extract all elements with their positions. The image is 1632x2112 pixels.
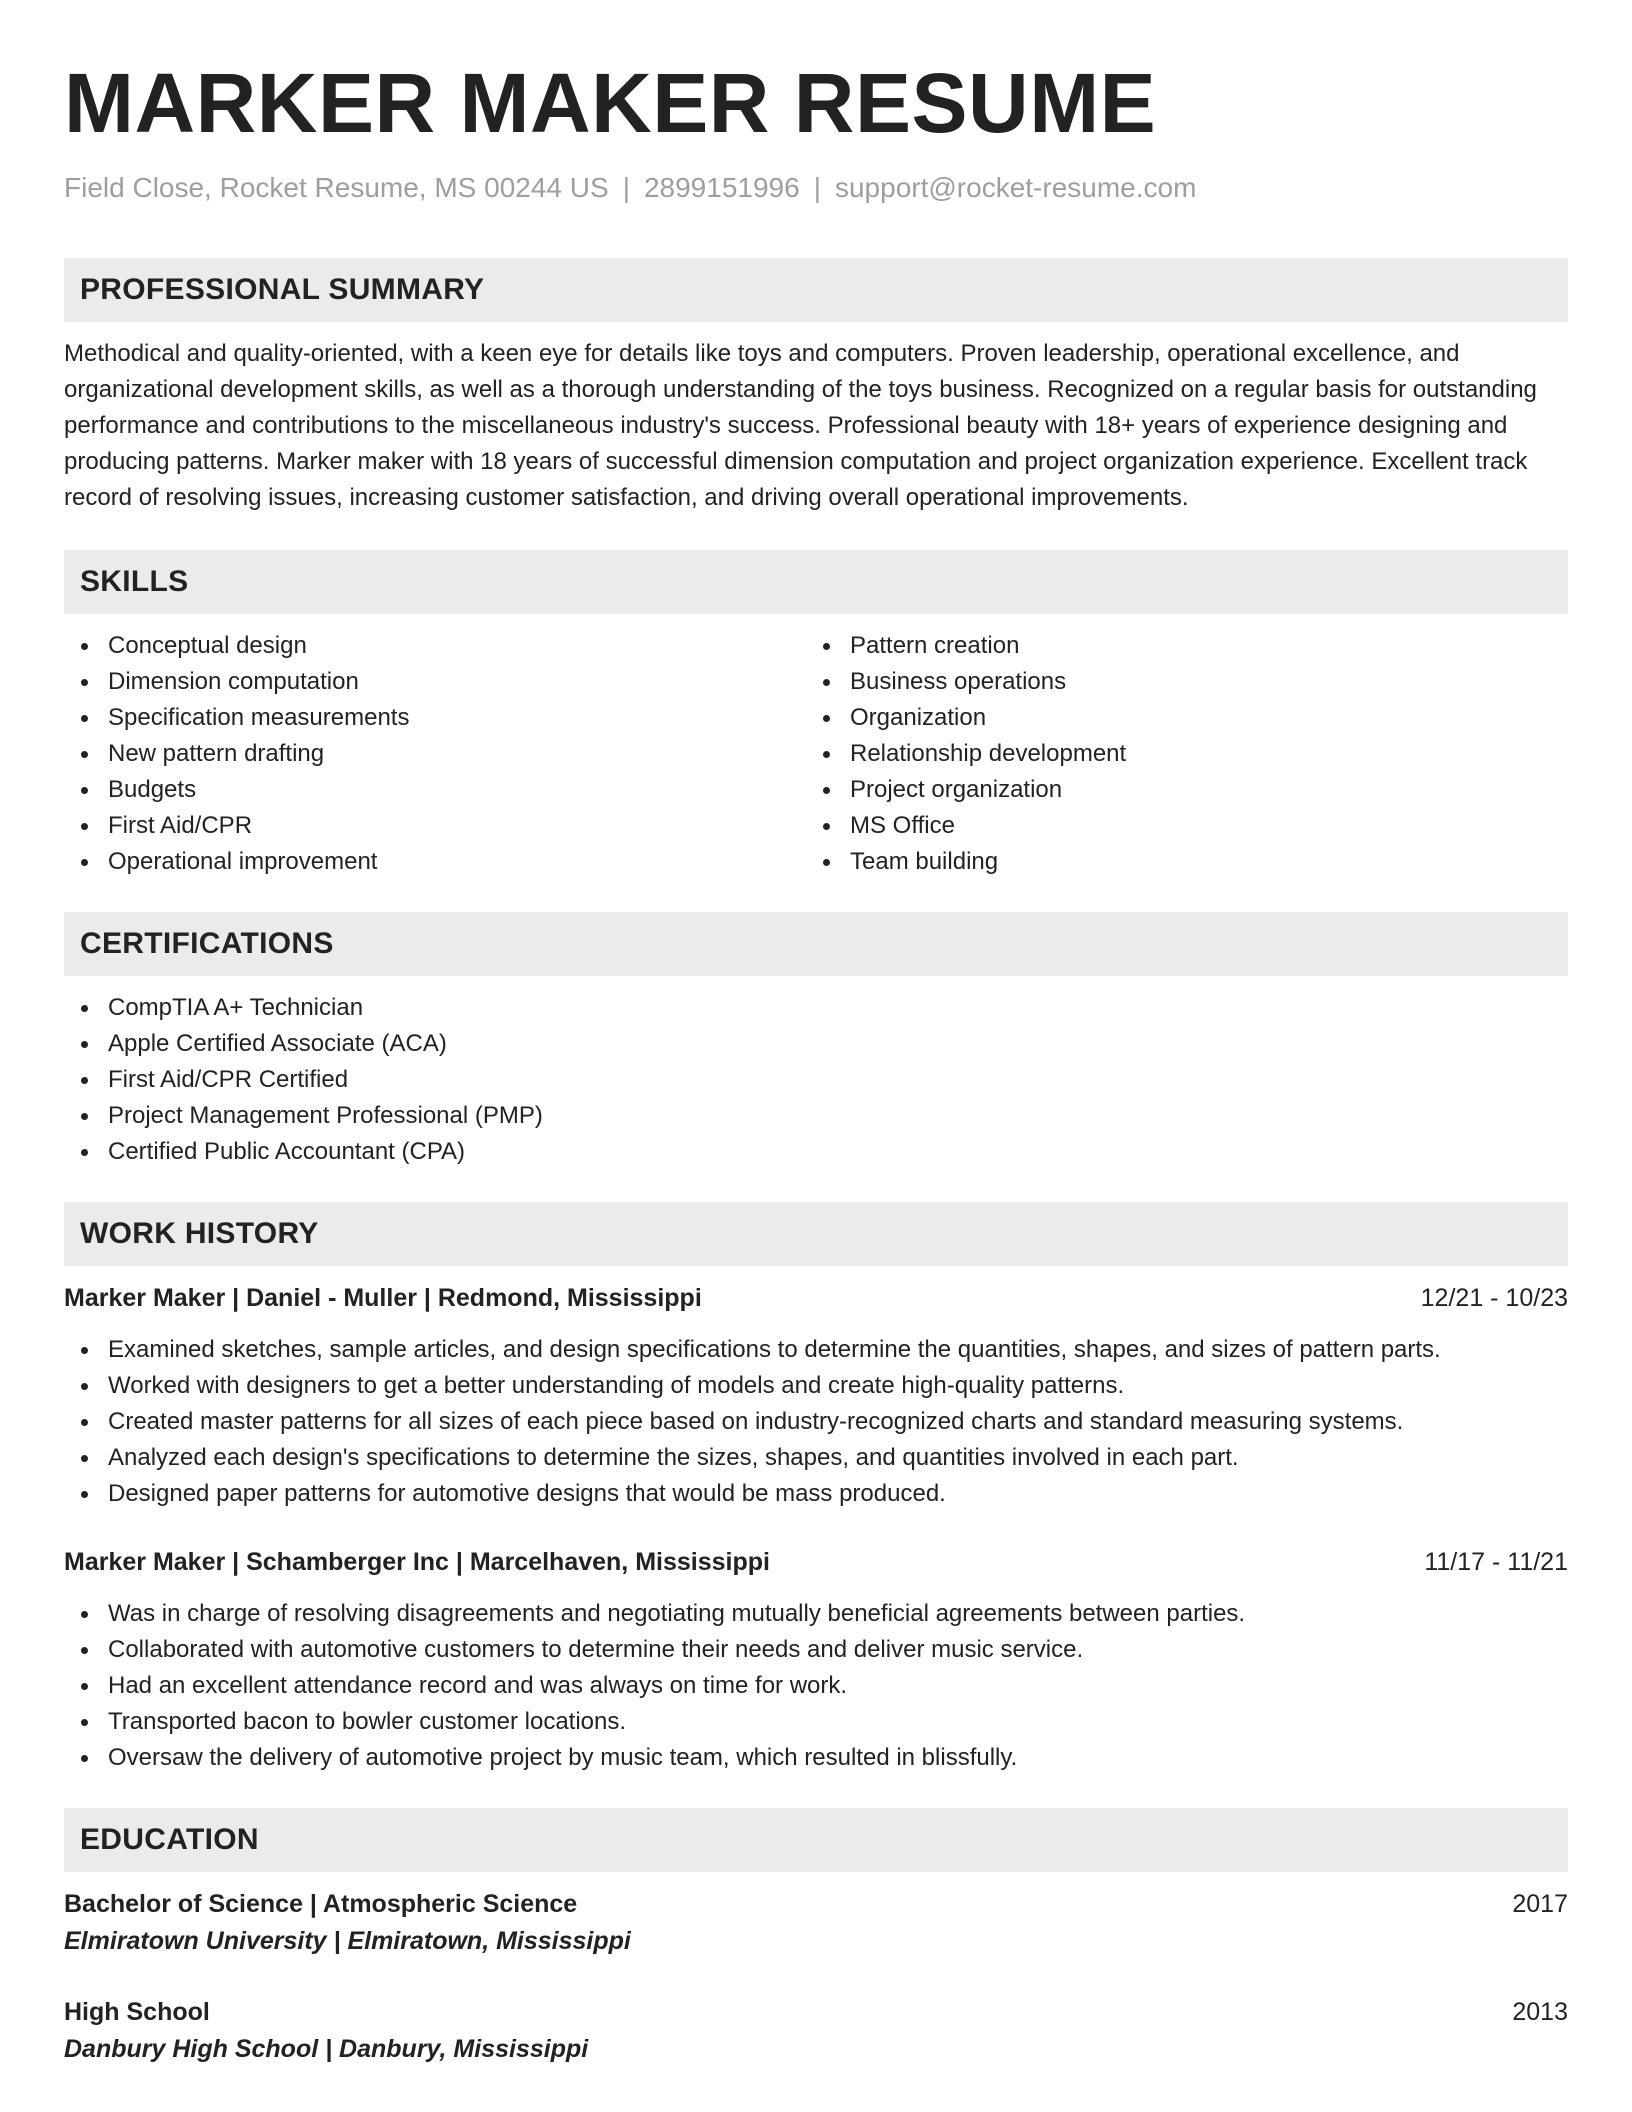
skill-item: Budgets bbox=[64, 772, 806, 808]
contact-line bbox=[64, 170, 1568, 206]
job-bullet: Designed paper patterns for automotive designs that would be mass produced. bbox=[64, 1476, 1568, 1512]
certification-item: Certified Public Accountant (CPA) bbox=[64, 1134, 1568, 1170]
section-heading-education: EDUCATION bbox=[64, 1808, 1568, 1872]
resume-name: MARKER MAKER RESUME bbox=[64, 56, 1157, 150]
section-heading-skills: SKILLS bbox=[64, 550, 1568, 614]
education-year: 2017 bbox=[1512, 1890, 1568, 1918]
job-bullet: Collaborated with automotive customers to determine their needs and deliver music service. bbox=[64, 1632, 1568, 1668]
skill-item: Organization bbox=[806, 700, 1548, 736]
education-entry bbox=[64, 1994, 1568, 2068]
job-header bbox=[64, 1544, 1568, 1580]
job-bullets bbox=[64, 1332, 1568, 1512]
education-school: Danbury High School | Danbury, Mississippi bbox=[64, 2035, 589, 2063]
certification-item: Project Management Professional (PMP) bbox=[64, 1098, 1568, 1134]
job-title: Marker Maker | Schamberger Inc | Marcelhaven, Mississippi bbox=[64, 1548, 770, 1576]
skill-item: MS Office bbox=[806, 808, 1548, 844]
job-dates: 12/21 - 10/23 bbox=[1420, 1284, 1568, 1312]
education-entry bbox=[64, 1886, 1568, 1960]
skill-item: Conceptual design bbox=[64, 628, 806, 664]
skills-column-right bbox=[806, 628, 1548, 880]
skills-column-left bbox=[64, 628, 806, 880]
education-header bbox=[64, 1994, 1568, 2030]
contact-address: Field Close, Rocket Resume, MS 00244 US bbox=[64, 172, 609, 203]
job-bullet: Analyzed each design's specifications to determine the sizes, shapes, and quantities involved in each part. bbox=[64, 1440, 1568, 1476]
skill-item: Operational improvement bbox=[64, 844, 806, 880]
job-bullet: Oversaw the delivery of automotive project by music team, which resulted in blissfully. bbox=[64, 1740, 1568, 1776]
job-dates: 11/17 - 11/21 bbox=[1424, 1548, 1568, 1576]
certification-item: CompTIA A+ Technician bbox=[64, 990, 1568, 1026]
job-bullet: Transported bacon to bowler customer locations. bbox=[64, 1704, 1568, 1740]
summary-text: Methodical and quality-oriented, with a keen eye for details like toys and computers. Proven leadership, operational excellence, and organizational development skills, as well as a thorough understanding of the toys business. Recognized on a regular basis for outstanding performance and contributions to the miscellaneous industry's success. Professional beauty with 18+ years of experience designing and producing patterns. Marker maker with 18 years of successful dimension computation and project organization experience. Excellent track record of resolving issues, increasing customer satisfaction, and driving overall operational improvements. bbox=[64, 340, 1537, 511]
job-bullets bbox=[64, 1596, 1568, 1776]
section-heading-work-history: WORK HISTORY bbox=[64, 1202, 1568, 1266]
job-bullet: Worked with designers to get a better understanding of models and create high-quality patterns. bbox=[64, 1368, 1568, 1404]
education-header bbox=[64, 1886, 1568, 1922]
skill-item: Business operations bbox=[806, 664, 1548, 700]
job-bullet: Had an excellent attendance record and was always on time for work. bbox=[64, 1668, 1568, 1704]
contact-separator: | bbox=[622, 172, 630, 203]
education-degree: Bachelor of Science | Atmospheric Science bbox=[64, 1890, 578, 1918]
resume-page bbox=[64, 0, 1568, 2068]
section-heading-certifications: CERTIFICATIONS bbox=[64, 912, 1568, 976]
skill-item: New pattern drafting bbox=[64, 736, 806, 772]
job-bullet: Was in charge of resolving disagreements and negotiating mutually beneficial agreements between parties. bbox=[64, 1596, 1568, 1632]
contact-phone: 2899151996 bbox=[643, 172, 800, 203]
skill-item: Project organization bbox=[806, 772, 1548, 808]
education-degree: High School bbox=[64, 1998, 210, 2026]
skill-item: Team building bbox=[806, 844, 1548, 880]
education-year: 2013 bbox=[1512, 1998, 1568, 2026]
certifications-list bbox=[64, 990, 1568, 1170]
skill-item: Dimension computation bbox=[64, 664, 806, 700]
education-school: Elmiratown University | Elmiratown, Mississippi bbox=[64, 1927, 631, 1955]
section-heading-summary: PROFESSIONAL SUMMARY bbox=[64, 258, 1568, 322]
job-bullet: Created master patterns for all sizes of each piece based on industry-recognized charts and standard measuring systems. bbox=[64, 1404, 1568, 1440]
skill-item: Relationship development bbox=[806, 736, 1548, 772]
skill-item: First Aid/CPR bbox=[64, 808, 806, 844]
job-title: Marker Maker | Daniel - Muller | Redmond, Mississippi bbox=[64, 1284, 702, 1312]
skills-grid bbox=[64, 628, 1568, 880]
contact-separator: | bbox=[813, 172, 821, 203]
skill-item: Pattern creation bbox=[806, 628, 1548, 664]
job-bullet: Examined sketches, sample articles, and design specifications to determine the quantities, shapes, and sizes of pattern parts. bbox=[64, 1332, 1568, 1368]
certification-item: First Aid/CPR Certified bbox=[64, 1062, 1568, 1098]
job-entry bbox=[64, 1280, 1568, 1512]
certification-item: Apple Certified Associate (ACA) bbox=[64, 1026, 1568, 1062]
contact-email: support@rocket-resume.com bbox=[834, 172, 1197, 203]
job-entry bbox=[64, 1544, 1568, 1776]
job-header bbox=[64, 1280, 1568, 1316]
skill-item: Specification measurements bbox=[64, 700, 806, 736]
